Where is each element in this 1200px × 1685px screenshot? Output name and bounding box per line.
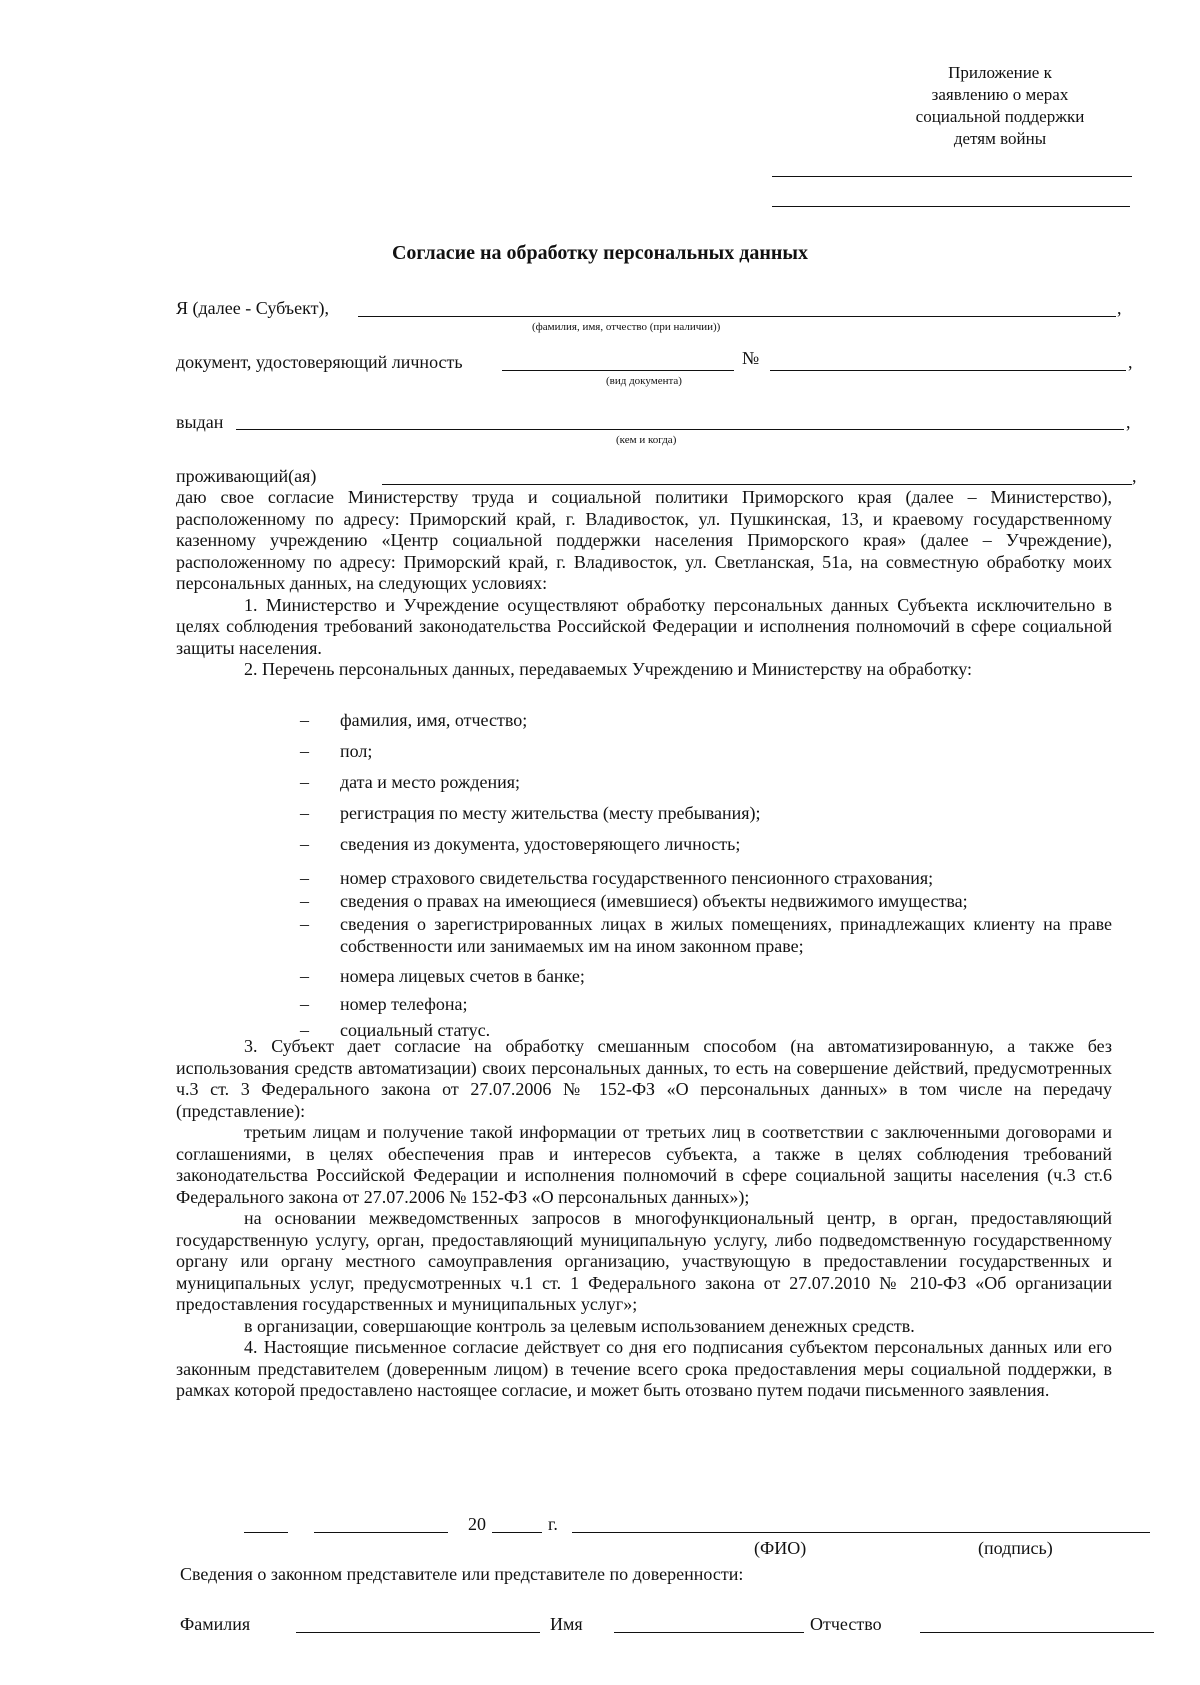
fio-signature-field[interactable]	[572, 1532, 1150, 1533]
month-field[interactable]	[314, 1532, 448, 1533]
residing-label: проживающий(ая)	[176, 466, 317, 486]
clause-3-a: третьим лицам и получение такой информации от третьих лиц в соответствии с заключенными договорами и соглашениями, в целях обеспечения прав и интересов субъекта, а также в целях соблюдения требований законодательства Российской Федерации и исполнения полномочий в сфере социальной защиты населения (ч.3 ст.6 Федерального закона от 27.07.2006 № 152-ФЗ «О персональных данных»);	[176, 1122, 1112, 1207]
dash: –	[300, 834, 309, 854]
list-item: – номер телефона;	[300, 994, 468, 1014]
year-prefix: 20	[468, 1514, 486, 1534]
appendix-line: Приложение к	[948, 63, 1052, 82]
year-field[interactable]	[492, 1532, 542, 1533]
comma: ,	[1117, 298, 1122, 318]
subject-name-caption: (фамилия, имя, отчество (при наличии))	[532, 321, 721, 333]
appendix-blank-line-1[interactable]	[772, 176, 1132, 177]
representative-name-field[interactable]	[614, 1632, 804, 1633]
appendix-line: социальной поддержки	[915, 107, 1085, 126]
address-field[interactable]	[382, 484, 1132, 485]
signature-caption: (подпись)	[978, 1538, 1053, 1558]
dash: –	[300, 710, 309, 730]
doc-number-field[interactable]	[770, 370, 1126, 371]
clause-2: 2. Перечень персональных данных, передаваемых Учреждению и Министерству на обработку:	[244, 659, 972, 679]
patronymic-label: Отчество	[810, 1614, 882, 1634]
document-title: Согласие на обработку персональных данных	[391, 242, 808, 264]
clause-4: 4. Настоящие письменное согласие действует со дня его подписания субъектом персональных данных или его законным представителем (доверенным лицом) в течение всего срока предоставления меры социальной поддержки, в рамках которой предоставлено настоящее согласие, и может быть отозвано путем подачи письменного заявления.	[176, 1337, 1112, 1400]
appendix-blank-line-2[interactable]	[772, 206, 1130, 207]
dash: –	[300, 803, 309, 823]
year-suffix: г.	[548, 1514, 558, 1534]
doc-type-field[interactable]	[502, 370, 734, 371]
list-item: – фамилия, имя, отчество;	[300, 710, 528, 730]
surname-label: Фамилия	[180, 1614, 251, 1634]
dash: –	[300, 994, 309, 1014]
list-item: – регистрация по месту жительства (месту пребывания);	[300, 803, 761, 823]
comma: ,	[1126, 412, 1131, 432]
subject-label: Я (далее - Субъект),	[176, 298, 329, 318]
name-label: Имя	[550, 1614, 583, 1634]
list-item: – сведения из документа, удостоверяющего личность;	[300, 834, 741, 854]
list-item: – сведения о правах на имеющиеся (имевшиеся) объекты недвижимого имущества;	[300, 891, 968, 911]
appendix-line: заявлению о мерах	[931, 85, 1069, 104]
list-item: – номера лицевых счетов в банке;	[300, 966, 585, 986]
dash: –	[300, 772, 309, 792]
clause-1: 1. Министерство и Учреждение осуществляют обработку персональных данных Субъекта исключительно в целях соблюдения требований законодательства Российской Федерации и исполнения полномочий в сфере социальной защиты населения.	[176, 594, 1112, 658]
issued-caption: (кем и когда)	[616, 434, 677, 446]
issued-by-field[interactable]	[236, 429, 1124, 430]
appendix-note	[900, 62, 1100, 150]
dash: –	[300, 914, 309, 934]
consent-body	[176, 487, 1112, 681]
representative-patronymic-field[interactable]	[920, 1632, 1154, 1633]
intro-paragraph: даю свое согласие Министерству труда и социальной политики Приморского края (далее – Министерство), расположенному по адресу: Приморский край, г. Владивосток, ул. Пушкинская, 13, и краевому государственному казенному учреждению «Центр социальной поддержки населения Приморского края» (далее – Учреждение), расположенному по адресу: Приморский край, г. Владивосток, ул. Светланская, 51а, на совместную обработку моих персональных данных, на следующих условиях:	[176, 487, 1112, 593]
consent-body-continued	[176, 1036, 1112, 1402]
issued-label: выдан	[176, 412, 224, 432]
dash: –	[300, 966, 309, 986]
comma: ,	[1132, 466, 1137, 486]
appendix-line: детям войны	[953, 129, 1047, 148]
fio-caption: (ФИО)	[754, 1538, 807, 1558]
list-item: – номер страхового свидетельства государственного пенсионного страхования;	[300, 868, 934, 888]
subject-name-field[interactable]	[358, 316, 1116, 317]
dash: –	[300, 891, 309, 911]
dash: –	[300, 868, 309, 888]
clause-3-c: в организации, совершающие контроль за целевым использованием денежных средств.	[244, 1315, 915, 1336]
clause-3: 3. Субъект дает согласие на обработку смешанным способом (на автоматизированную, а также без использования средств автоматизации) своих персональных данных, то есть на совершение действий, предусмотренных ч.3 ст. 3 Федерального закона от 27.07.2006 № 152-ФЗ «О персональных данных» в том числе на передачу (представление):	[176, 1036, 1112, 1121]
list-item: – социальный статус.	[300, 1020, 491, 1040]
doc-label: документ, удостоверяющий личность	[176, 352, 463, 372]
dash: –	[300, 1020, 309, 1040]
dash: –	[300, 741, 309, 761]
clause-3-b: на основании межведомственных запросов в многофункциональный центр, в орган, предоставляющий государственную услугу, орган, предоставляющий муниципальную услугу, либо подведомственную государственному органу или органу местного самоуправления организацию, участвующую в предоставлении государственных и муниципальных услуг, предусмотренных ч.1 ст. 1 Федерального закона от 27.07.2010 № 210-ФЗ «Об организации предоставления государственных и муниципальных услуг»;	[176, 1208, 1112, 1314]
list-item: – дата и место рождения;	[300, 772, 521, 792]
day-field[interactable]	[244, 1532, 288, 1533]
list-item: – сведения о зарегистрированных лицах в жилых помещениях, принадлежащих клиенту на праве собственности или занимаемых им на ином законном праве;	[300, 914, 1112, 956]
list-item: – пол;	[300, 741, 373, 761]
representative-heading: Сведения о законном представителе или представителе по доверенности:	[180, 1564, 744, 1584]
doc-type-caption: (вид документа)	[606, 375, 682, 387]
comma: ,	[1128, 352, 1133, 372]
number-sign: №	[742, 348, 760, 368]
representative-surname-field[interactable]	[296, 1632, 540, 1633]
